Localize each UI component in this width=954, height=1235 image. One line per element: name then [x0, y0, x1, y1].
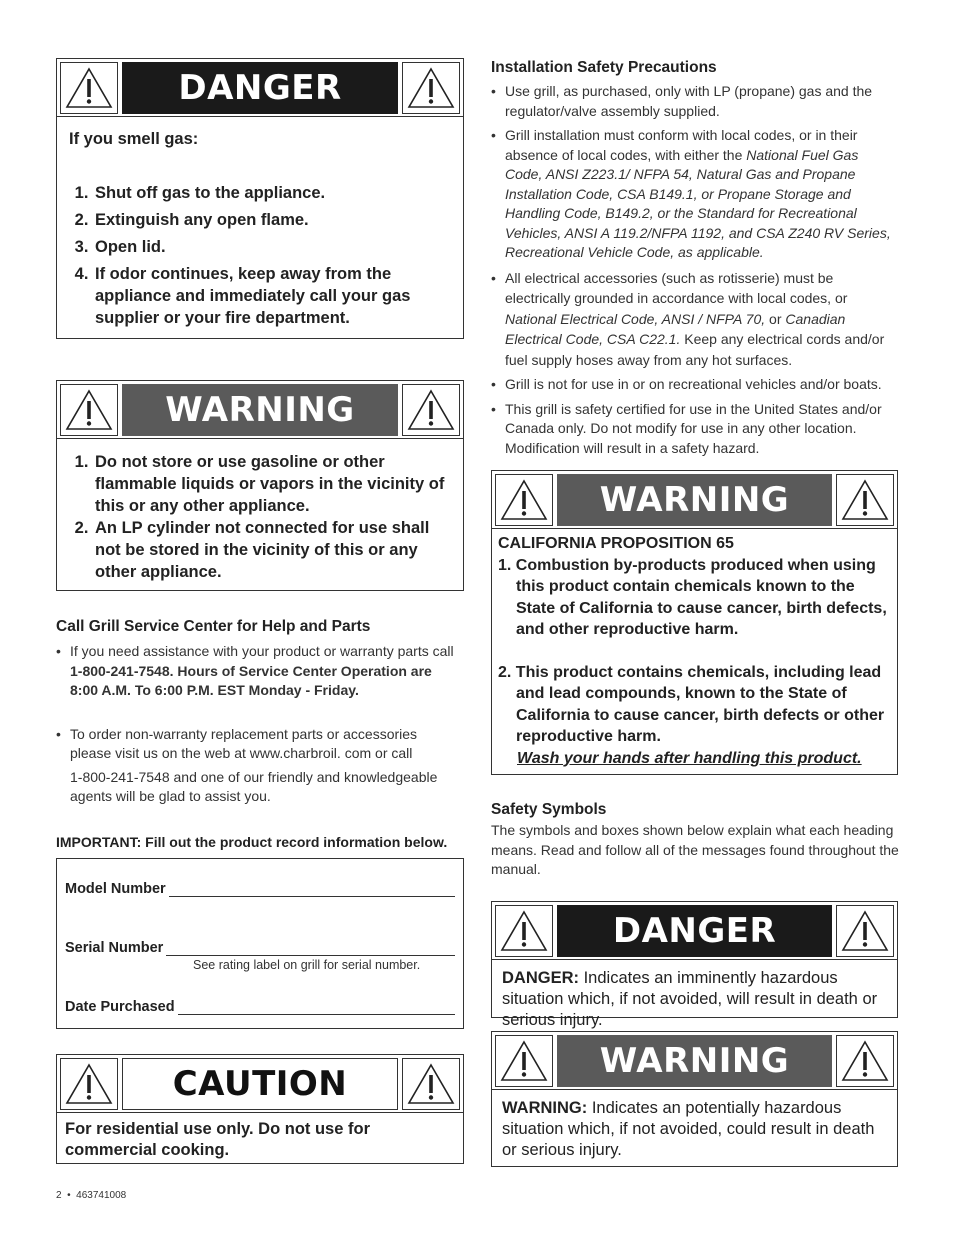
symbols-title: Safety Symbols: [491, 801, 607, 818]
service-item: [56, 642, 461, 701]
product-record-box: [56, 858, 464, 1029]
symbol-danger-text: Indicates an imminently hazardous situation which, if not avoided, will result in death or serious injury.: [502, 969, 878, 1029]
prop65-header: [492, 471, 897, 529]
install-code-ref: National Electrical Code, ANSI / NFPA 70,: [505, 310, 766, 327]
prop65-banner: WARNING: [557, 474, 832, 526]
model-number-line[interactable]: [169, 882, 455, 897]
warning-step: 2. An LP cylinder not connected for use shall not be stored in the vicinity of this or any other appliance.: [93, 517, 451, 583]
caution-banner: CAUTION: [122, 1058, 398, 1110]
prop65-box: [491, 470, 898, 775]
warning-triangle-icon: [402, 1058, 460, 1110]
prop65-body: [492, 529, 897, 773]
service-list: [56, 642, 461, 812]
danger-box: [56, 58, 464, 339]
danger-header: [57, 59, 463, 117]
date-purchased-label: Date Purchased: [65, 999, 175, 1015]
install-item: [491, 268, 896, 371]
symbol-warning-body: [492, 1090, 897, 1169]
caution-text: For residential use only. Do not use for commercial cooking.: [65, 1120, 370, 1159]
install-item: • Grill is not for use in or on recreational vehicles and/or boats.: [491, 375, 896, 395]
warning-triangle-icon: [836, 905, 894, 957]
install-code-ref: Canadian Electrical Code, CSA C22.1.: [505, 310, 846, 347]
danger-step: 4. If odor continues, keep away from the appliance and immediately call your gas supplier or your fire department.: [93, 263, 451, 329]
service-text: • To order non-warranty replacement parts or accessories please visit us on the web at www.charbroil. com or call: [70, 725, 418, 761]
install-text: Grill installation must conform with local codes, or in their absence of local codes, with either the: [505, 127, 858, 163]
important-note: IMPORTANT: Fill out the product record information below.: [56, 834, 448, 850]
warning-triangle-icon: [836, 1035, 894, 1087]
serial-number-field[interactable]: [65, 940, 455, 956]
warning-triangle-icon: [495, 474, 553, 526]
date-purchased-field[interactable]: [65, 999, 455, 1015]
prop65-wash-note: Wash your hands after handling this product.: [517, 749, 862, 767]
danger-banner: DANGER: [122, 62, 398, 114]
prop65-item: 1. Combustion by-products produced when using this product contain chemicals known to the State of California to cause cancer, birth defects, and other reproductive harm.: [498, 556, 887, 638]
symbols-text: The symbols and boxes shown below explain what each heading means. Read and follow all of the messages found throughout the manual.: [491, 822, 899, 877]
symbol-warning-box: [491, 1031, 898, 1167]
service-item: [56, 725, 461, 807]
danger-intro: If you smell gas:: [69, 130, 199, 148]
install-list: [491, 82, 896, 463]
install-item: • Use grill, as purchased, only with LP (propane) gas and the regulator/valve assembly supplied.: [491, 82, 896, 121]
install-title: Installation Safety Precautions: [491, 59, 717, 76]
warning-step: 1. Do not store or use gasoline or other flammable liquids or vapors in the vicinity of this or any other appliance.: [93, 451, 451, 517]
date-purchased-line[interactable]: [178, 1000, 455, 1015]
service-text: If you need assistance with your product or warranty parts call: [70, 643, 454, 659]
caution-box: [56, 1054, 464, 1164]
install-item: • This grill is safety certified for use in the United States and/or Canada only. Do not modify for use in any other location. Modification will result in a safety hazard.: [491, 400, 896, 459]
danger-steps: [69, 182, 451, 329]
model-number-label: Model Number: [65, 881, 166, 897]
symbol-warning-header: [492, 1032, 897, 1090]
symbol-danger-box: [491, 901, 898, 1029]
serial-number-line[interactable]: [166, 941, 455, 956]
install-item: [491, 126, 896, 263]
symbol-danger-header: [492, 902, 897, 960]
warning-box: [56, 380, 464, 591]
warning-triangle-icon: [495, 1035, 553, 1087]
caution-header: [57, 1055, 463, 1113]
symbol-warning-banner: WARNING: [557, 1035, 832, 1087]
warning-triangle-icon: [495, 905, 553, 957]
install-text: All electrical accessories (such as rotisserie) must be electrically grounded in accordance with local codes, or: [505, 269, 848, 306]
symbol-danger-label: DANGER:: [502, 969, 579, 987]
model-number-field[interactable]: [65, 881, 455, 897]
install-text: or: [769, 310, 782, 327]
warning-steps: [69, 451, 451, 583]
install-text: Keep any electrical cords and/or fuel supply hoses away from any hot surfaces.: [505, 331, 885, 368]
page-footer: 2 • 463741008: [56, 1190, 127, 1201]
warning-triangle-icon: [402, 384, 460, 436]
symbol-danger-body: [492, 960, 897, 1039]
warning-triangle-icon: [60, 62, 118, 114]
install-code-ref: National Fuel Gas Code, ANSI Z223.1/ NFPA 54, Natural Gas and Propane Installation Code, CSA B149.1, or Propane Storage and Handling Code, B149.2, or the Standard for Recreational Vehicles, ANSI A 119.2/NFPA 1192, and CSA Z240 RV Series, Recreational Vehicle Code, as applicable.: [505, 146, 891, 260]
warning-header: [57, 381, 463, 439]
warning-triangle-icon: [60, 1058, 118, 1110]
service-title: Call Grill Service Center for Help and Parts: [56, 618, 371, 635]
prop65-title: CALIFORNIA PROPOSITION 65: [498, 535, 734, 552]
serial-note: See rating label on grill for serial number.: [193, 958, 421, 972]
danger-step: 1. Shut off gas to the appliance.: [93, 182, 451, 204]
service-phone-hours: 1-800-241-7548. Hours of Service Center Operation are 8:00 A.M. To 6:00 P.M. EST Monday - Friday.: [70, 662, 432, 698]
serial-number-label: Serial Number: [65, 940, 164, 956]
warning-triangle-icon: [402, 62, 460, 114]
prop65-item: 2. This product contains chemicals, including lead and lead compounds, known to the State of California to cause cancer, birth defects or other reproductive harm.: [498, 663, 885, 745]
symbol-warning-text: Indicates an potentially hazardous situation which, if not avoided, could result in death or serious injury.: [502, 1099, 875, 1159]
warning-banner: WARNING: [122, 384, 398, 436]
symbol-warning-label: WARNING:: [502, 1099, 588, 1117]
service-text: 1-800-241-7548 and one of our friendly and knowledgeable agents will be glad to assist you.: [70, 768, 438, 804]
danger-step: 3. Open lid.: [93, 236, 451, 258]
symbol-danger-banner: DANGER: [557, 905, 832, 957]
danger-step: 2. Extinguish any open flame.: [93, 209, 451, 231]
warning-triangle-icon: [60, 384, 118, 436]
warning-triangle-icon: [836, 474, 894, 526]
